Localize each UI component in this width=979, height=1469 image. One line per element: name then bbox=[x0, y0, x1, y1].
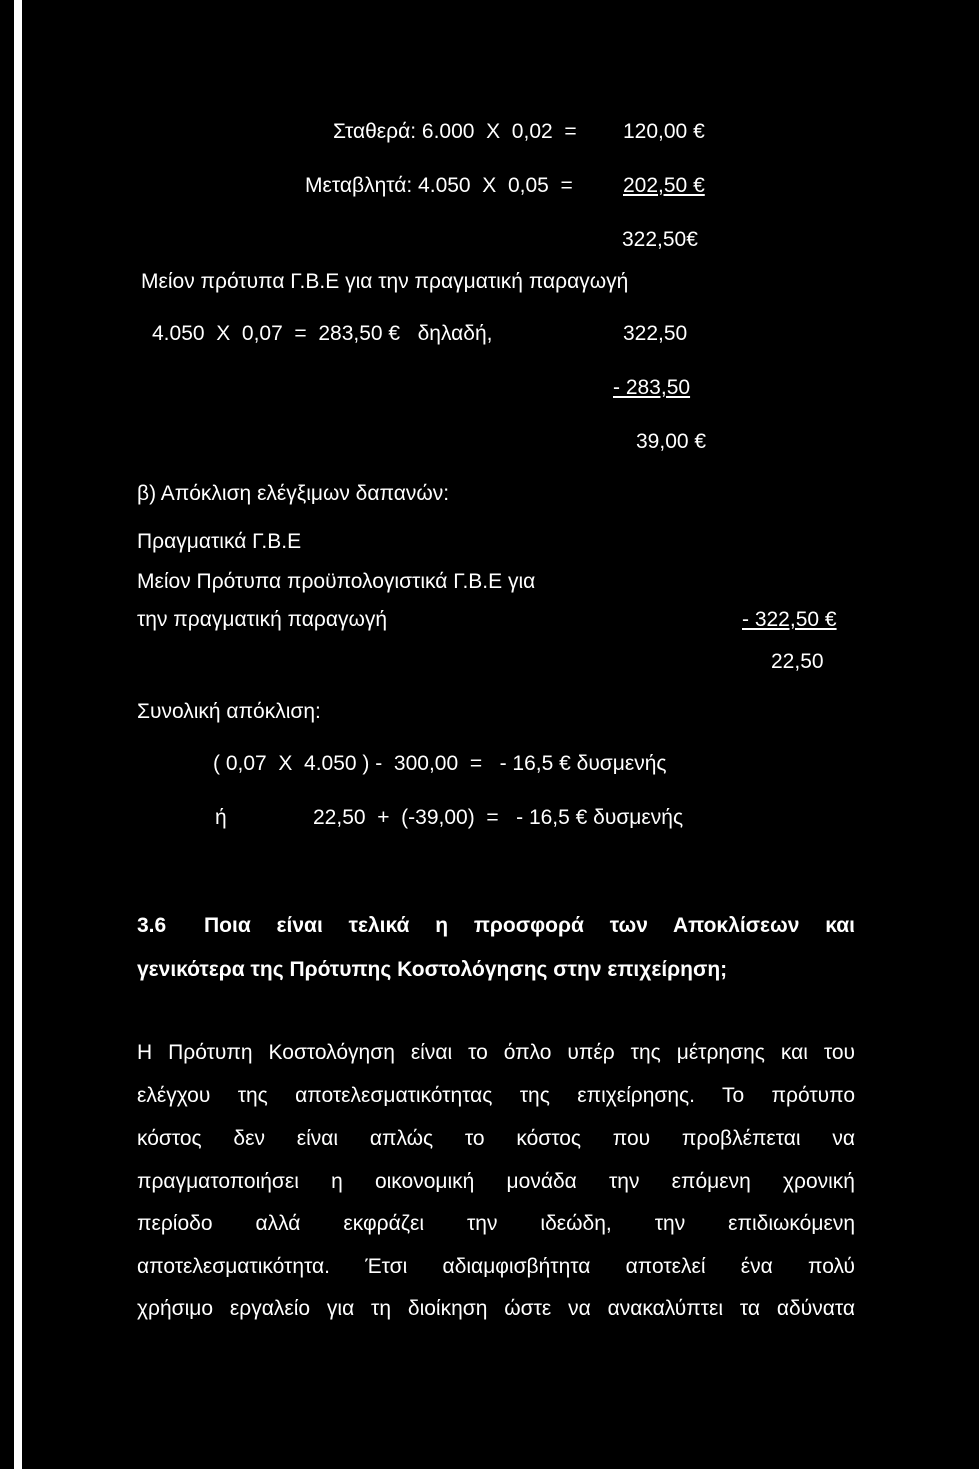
total-formula-1: ( 0,07 Χ 4.050 ) - 300,00 = - 16,5 € δυσμενής bbox=[213, 752, 667, 775]
scan-edge-bar bbox=[14, 0, 22, 1469]
controllable-heading: β) Απόκλιση ελέγξιμων δαπανών: bbox=[137, 482, 450, 505]
spending-variance-value: 39,00 € bbox=[636, 430, 707, 453]
total-variance-heading: Συνολική απόκλιση: bbox=[137, 700, 321, 723]
controllable-result: 22,50 bbox=[771, 650, 824, 673]
section-number: 3.6 bbox=[137, 914, 167, 937]
body-line-1: Η Πρότυπη Κοστολόγηση είναι το όπλο υπέρ της μέτρησης και του bbox=[137, 1041, 855, 1064]
budget-value: - 322,50 € bbox=[742, 608, 837, 631]
fixed-cost-label: Σταθερά: 6.000 Χ 0,02 = bbox=[333, 120, 577, 143]
actual-overhead-label: Πραγματικά Γ.Β.Ε bbox=[137, 530, 302, 553]
body-line-7: χρήσιμο εργαλείο για τη διοίκηση ώστε να ανακαλύπτει τα αδύνατα bbox=[137, 1297, 855, 1320]
body-line-6: αποτελεσματικότητα. Έτσι αδιαμφισβήτητα αποτελεί ένα πολύ bbox=[137, 1255, 855, 1278]
or-word: ή bbox=[215, 806, 227, 829]
subtotal-value: 322,50€ bbox=[622, 228, 698, 251]
total-formula-2: 22,50 + (-39,00) = - 16,5 € δυσμενής bbox=[313, 806, 684, 829]
standard-calc: 4.050 Χ 0,07 = 283,50 € δηλαδή, bbox=[152, 322, 493, 345]
standard-left-value: 322,50 bbox=[623, 322, 688, 345]
body-line-4: πραγματοποιήσει η οικονομική μονάδα την επόμενη χρονική bbox=[137, 1170, 855, 1193]
less-standard-label: Μείον πρότυπα Γ.Β.Ε για την πραγματική παραγωγή bbox=[141, 270, 629, 293]
section-title-line2: γενικότερα της Πρότυπης Κοστολόγησης στην επιχείρηση; bbox=[137, 958, 728, 981]
body-line-3: κόστος δεν είναι απλώς το κόστος που προβλέπεται να bbox=[137, 1127, 855, 1150]
less-budget-label-line1: Μείον Πρότυπα προϋπολογιστικά Γ.Β.Ε για bbox=[137, 570, 536, 593]
standard-minus-value: - 283,50 bbox=[613, 376, 691, 399]
section-title-line1: Ποια είναι τελικά η προσφορά των Αποκλίσεων και bbox=[204, 914, 855, 937]
body-line-2: ελέγχου της αποτελεσματικότητας της επιχείρησης. Το πρότυπο bbox=[137, 1084, 855, 1107]
less-budget-label-line2: την πραγματική παραγωγή bbox=[137, 608, 388, 631]
variable-cost-value: 202,50 € bbox=[623, 174, 705, 197]
fixed-cost-value: 120,00 € bbox=[623, 120, 705, 143]
variable-cost-label: Μεταβλητά: 4.050 Χ 0,05 = bbox=[305, 174, 573, 197]
body-line-5: περίοδο αλλά εκφράζει την ιδεώδη, την επιδιωκόμενη bbox=[137, 1212, 855, 1235]
